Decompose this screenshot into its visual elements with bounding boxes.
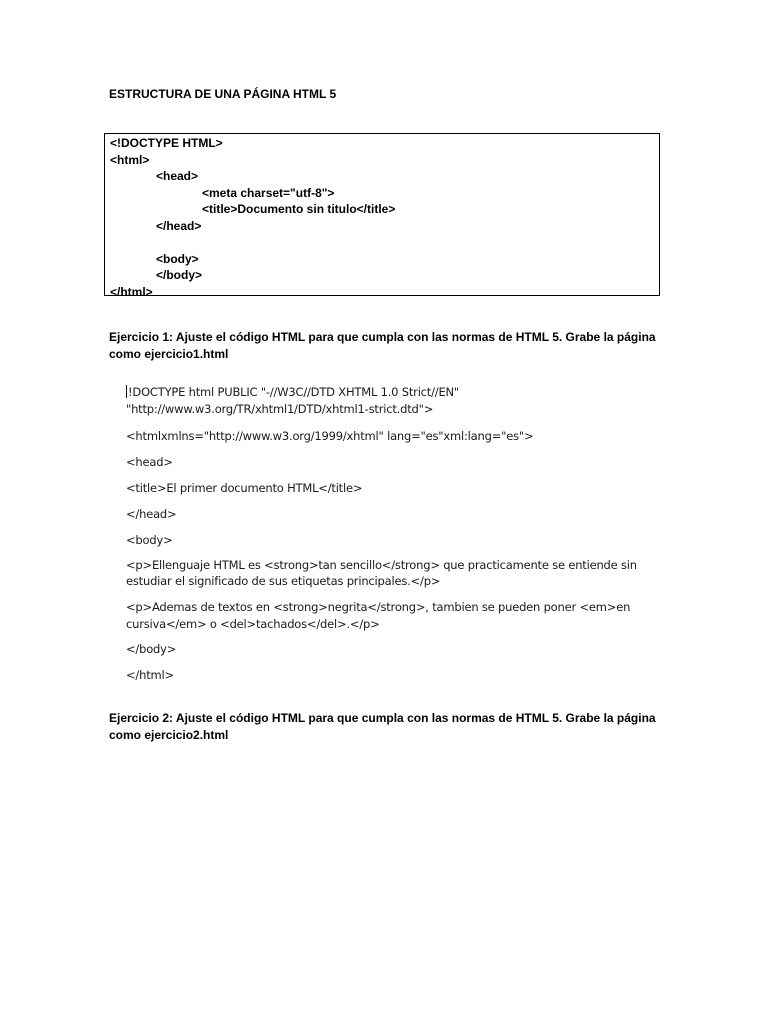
code-line: <body> [126, 533, 173, 547]
html5-structure-code-box [104, 133, 660, 299]
code-line: <head> [126, 455, 173, 469]
code-line: <!DOCTYPE HTML> [110, 136, 223, 150]
code-line-doctype: !DOCTYPE html PUBLIC "-//W3C//DTD XHTML 1.0 Strict//EN" [128, 385, 460, 399]
code-line: <body> [156, 251, 199, 266]
code-line: <title>El primer documento HTML</title> [126, 481, 363, 495]
code-line: estudiar el significado de sus etiquetas principales.</p> [126, 574, 441, 588]
code-line: </html> [126, 668, 174, 682]
code-line: <html> [110, 152, 150, 167]
exercise-1-instructions: Ejercicio 1: Ajuste el código HTML para que cumpla con las normas de HTML 5. Grabe la página como ejercicio1.html [109, 330, 656, 361]
code-line: <meta charset="utf-8"> [202, 185, 335, 200]
code-line: <p>Ellenguaje HTML es <strong>tan sencillo</strong> que practicamente se entiende sin [126, 558, 637, 572]
code-line: </head> [126, 507, 177, 521]
page-heading: ESTRUCTURA DE UNA PÁGINA HTML 5 [109, 87, 337, 101]
code-line: <p>Ademas de textos en <strong>negrita</strong>, tambien se pueden poner <em>en [126, 600, 631, 614]
code-line: <title>Documento sin titulo</title> [202, 202, 396, 216]
text-cursor [126, 385, 127, 398]
code-line: <htmlxmlns="http://www.w3.org/1999/xhtml" lang="es"xml:lang="es"> [126, 429, 534, 443]
code-line-blank [110, 234, 659, 251]
code-line: </head> [156, 218, 202, 233]
code-line: cursiva</em> o <del>tachados</del>.</p> [126, 617, 380, 631]
code-line: "http://www.w3.org/TR/xhtml1/DTD/xhtml1-strict.dtd"> [126, 402, 434, 416]
code-line: </body> [126, 642, 177, 656]
code-line: </body> [156, 268, 203, 282]
code-line: <head> [156, 169, 199, 183]
code-line: </html> [110, 284, 153, 299]
exercise-2-instructions: Ejercicio 2: Ajuste el código HTML para que cumpla con las normas de HTML 5. Grabe la página como ejercicio2.html [109, 711, 656, 742]
